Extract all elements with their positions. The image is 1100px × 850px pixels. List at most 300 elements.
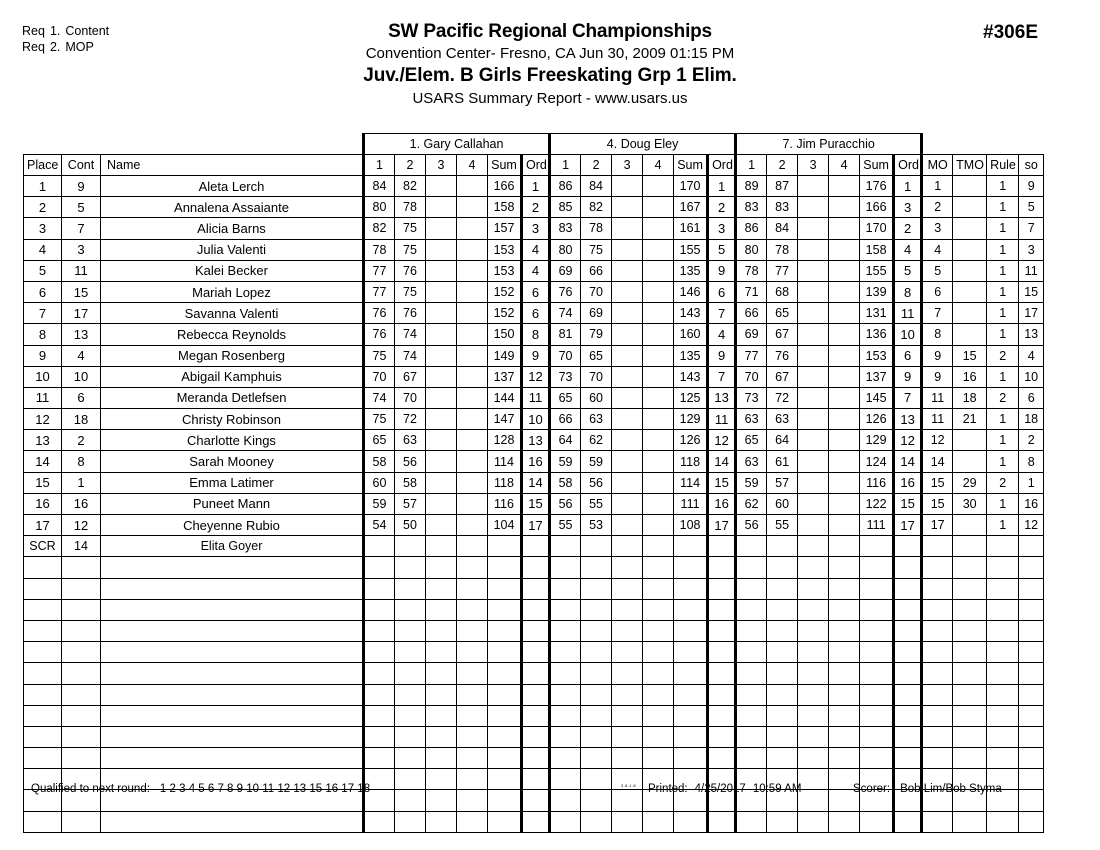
cell-judge2-ord: 7 <box>708 303 736 324</box>
cell-judge3-score1 <box>736 684 767 705</box>
cell-judge2-score2 <box>581 726 612 747</box>
cell-judge2-sum <box>674 663 708 684</box>
table-row <box>24 176 1044 197</box>
cell-so: 17 <box>1019 303 1044 324</box>
cell-judge1-sum: 158 <box>488 197 522 218</box>
cell-name: Annalena Assaiante <box>101 197 364 218</box>
cell-judge3-score3 <box>798 303 829 324</box>
cell-judge3-score4 <box>829 663 860 684</box>
cell-judge2-score1: 55 <box>550 515 581 536</box>
score-table <box>23 133 1044 833</box>
cell-judge2-score2: 78 <box>581 218 612 239</box>
cell-judge3-score1: 63 <box>736 451 767 472</box>
cell-judge1-score1 <box>364 748 395 769</box>
cell-judge1-score2: 67 <box>395 366 426 387</box>
cell-so <box>1019 642 1044 663</box>
cell-judge2-sum: 143 <box>674 303 708 324</box>
cell-judge1-ord: 13 <box>522 430 550 451</box>
cell-judge1-ord: 4 <box>522 239 550 260</box>
cell-place: 8 <box>24 324 62 345</box>
cell-place: 11 <box>24 387 62 408</box>
cell-judge1-score1: 60 <box>364 472 395 493</box>
cell-judge2-score4 <box>643 705 674 726</box>
cell-judge2-score1: 58 <box>550 472 581 493</box>
cell-tmo <box>953 303 987 324</box>
cell-judge1-score2: 50 <box>395 515 426 536</box>
cell-mo <box>922 726 953 747</box>
column-header-j2-ord: Ord <box>708 155 736 176</box>
cell-judge2-score3 <box>612 260 643 281</box>
cell-cont: 15 <box>62 281 101 302</box>
cell-judge1-ord: 14 <box>522 472 550 493</box>
cell-judge3-sum: 111 <box>860 515 894 536</box>
cell-judge2-score2: 56 <box>581 472 612 493</box>
cell-rule <box>987 663 1019 684</box>
cell-judge3-sum <box>860 599 894 620</box>
column-header-mo: MO <box>922 155 953 176</box>
cell-judge3-ord: 10 <box>894 324 922 345</box>
cell-judge3-score3 <box>798 324 829 345</box>
cell-judge2-score3 <box>612 578 643 599</box>
cell-judge1-score4 <box>457 409 488 430</box>
cell-judge1-score2 <box>395 811 426 832</box>
cell-judge3-score3 <box>798 811 829 832</box>
cell-rule <box>987 684 1019 705</box>
cell-judge1-sum: 147 <box>488 409 522 430</box>
cell-judge3-sum: 122 <box>860 493 894 514</box>
cell-rule: 1 <box>987 451 1019 472</box>
cell-tmo <box>953 599 987 620</box>
cell-mo: 11 <box>922 409 953 430</box>
cell-rule: 1 <box>987 218 1019 239</box>
cell-judge1-score1 <box>364 536 395 557</box>
cell-cont <box>62 642 101 663</box>
cell-judge3-score2: 78 <box>767 239 798 260</box>
cell-judge3-sum: 116 <box>860 472 894 493</box>
cell-judge1-score4 <box>457 281 488 302</box>
cell-judge2-score1 <box>550 620 581 641</box>
cell-judge3-score1 <box>736 748 767 769</box>
cell-judge3-score1 <box>736 557 767 578</box>
cell-judge3-score4 <box>829 366 860 387</box>
cell-place: 7 <box>24 303 62 324</box>
cell-so: 3 <box>1019 239 1044 260</box>
cell-tmo <box>953 663 987 684</box>
cell-judge1-ord: 11 <box>522 387 550 408</box>
cell-judge3-sum: 158 <box>860 239 894 260</box>
cell-judge1-score3 <box>426 515 457 536</box>
cell-judge2-ord: 4 <box>708 324 736 345</box>
cell-judge1-score1 <box>364 811 395 832</box>
cell-judge1-sum: 149 <box>488 345 522 366</box>
cell-judge1-score4 <box>457 430 488 451</box>
cell-judge2-score4 <box>643 557 674 578</box>
cell-tmo <box>953 515 987 536</box>
cell-cont <box>62 620 101 641</box>
cell-place: 5 <box>24 260 62 281</box>
cell-so: 7 <box>1019 218 1044 239</box>
cell-judge2-score3 <box>612 536 643 557</box>
cell-judge3-score1: 65 <box>736 430 767 451</box>
cell-judge3-score4 <box>829 557 860 578</box>
cell-judge3-sum <box>860 620 894 641</box>
cell-mo: 5 <box>922 260 953 281</box>
cell-place: 9 <box>24 345 62 366</box>
cell-judge3-score2 <box>767 578 798 599</box>
cell-judge2-score3 <box>612 599 643 620</box>
cell-judge3-ord: 16 <box>894 472 922 493</box>
cell-judge1-score3 <box>426 281 457 302</box>
cell-judge2-score2: 75 <box>581 239 612 260</box>
cell-judge2-score4 <box>643 366 674 387</box>
cell-judge3-score3 <box>798 536 829 557</box>
cell-judge1-score4 <box>457 197 488 218</box>
cell-judge3-score3 <box>798 557 829 578</box>
cell-cont: 5 <box>62 197 101 218</box>
cell-judge3-score3 <box>798 176 829 197</box>
cell-rule: 1 <box>987 197 1019 218</box>
cell-judge3-ord <box>894 620 922 641</box>
cell-judge2-sum: 118 <box>674 451 708 472</box>
cell-judge1-score4 <box>457 811 488 832</box>
cell-judge3-sum <box>860 748 894 769</box>
cell-cont: 9 <box>62 176 101 197</box>
column-header-j1-ord: Ord <box>522 155 550 176</box>
cell-rule: 1 <box>987 366 1019 387</box>
cell-judge3-score3 <box>798 472 829 493</box>
cell-judge1-score1 <box>364 599 395 620</box>
cell-judge3-score1: 69 <box>736 324 767 345</box>
cell-judge2-score1 <box>550 748 581 769</box>
cell-judge1-sum <box>488 811 522 832</box>
cell-judge1-score2 <box>395 705 426 726</box>
cell-place: 12 <box>24 409 62 430</box>
cell-judge1-sum <box>488 705 522 726</box>
cell-judge3-score3 <box>798 578 829 599</box>
cell-tmo <box>953 430 987 451</box>
cell-cont <box>62 557 101 578</box>
cell-judge2-sum: 155 <box>674 239 708 260</box>
cell-judge1-score2: 82 <box>395 176 426 197</box>
cell-name <box>101 748 364 769</box>
cell-judge1-score4 <box>457 493 488 514</box>
cell-judge2-sum: 160 <box>674 324 708 345</box>
cell-place <box>24 748 62 769</box>
cell-judge2-score3 <box>612 642 643 663</box>
cell-judge2-score3 <box>612 303 643 324</box>
cell-judge3-score4 <box>829 218 860 239</box>
cell-judge1-score3 <box>426 790 457 811</box>
judge-band-spacer-tmo <box>953 134 987 155</box>
requirement-prefix-1: Req <box>22 24 45 38</box>
cell-judge3-ord <box>894 811 922 832</box>
cell-so: 5 <box>1019 197 1044 218</box>
cell-judge1-score4 <box>457 557 488 578</box>
cell-judge1-sum <box>488 748 522 769</box>
cell-tmo <box>953 197 987 218</box>
cell-judge2-score1: 70 <box>550 345 581 366</box>
cell-judge3-score2: 76 <box>767 345 798 366</box>
cell-name: Charlotte Kings <box>101 430 364 451</box>
judge-band-spacer-rule <box>987 134 1019 155</box>
column-header-j2-3: 3 <box>612 155 643 176</box>
table-row <box>24 345 1044 366</box>
cell-name: Aleta Lerch <box>101 176 364 197</box>
cell-judge1-score2 <box>395 726 426 747</box>
cell-judge2-ord <box>708 684 736 705</box>
qualified-line <box>31 783 370 795</box>
cell-judge1-ord: 6 <box>522 303 550 324</box>
cell-judge2-score3 <box>612 345 643 366</box>
cell-judge1-score1: 65 <box>364 430 395 451</box>
column-header-rule: Rule <box>987 155 1019 176</box>
column-header-row <box>24 155 1044 176</box>
cell-judge1-score2 <box>395 620 426 641</box>
cell-judge1-ord: 9 <box>522 345 550 366</box>
cell-rule: 1 <box>987 324 1019 345</box>
cell-judge1-ord: 16 <box>522 451 550 472</box>
cell-judge2-score2 <box>581 642 612 663</box>
cell-judge3-score4 <box>829 387 860 408</box>
cell-judge2-score1 <box>550 726 581 747</box>
cell-judge3-score4 <box>829 409 860 430</box>
cell-judge1-sum: 152 <box>488 303 522 324</box>
cell-judge1-ord <box>522 726 550 747</box>
printed-line <box>648 783 801 795</box>
cell-judge2-score3 <box>612 324 643 345</box>
cell-judge2-score3 <box>612 684 643 705</box>
cell-judge1-sum: 137 <box>488 366 522 387</box>
cell-place: 17 <box>24 515 62 536</box>
cell-judge1-score4 <box>457 472 488 493</box>
cell-judge2-ord: 15 <box>708 472 736 493</box>
cell-judge3-score2 <box>767 726 798 747</box>
cell-judge2-sum: 161 <box>674 218 708 239</box>
cell-judge2-score3 <box>612 366 643 387</box>
cell-judge1-sum: 157 <box>488 218 522 239</box>
cell-judge1-ord: 3 <box>522 218 550 239</box>
cell-judge3-score4 <box>829 430 860 451</box>
cell-judge3-sum: 145 <box>860 387 894 408</box>
cell-judge1-score1: 70 <box>364 366 395 387</box>
cell-judge2-score4 <box>643 430 674 451</box>
cell-mo <box>922 642 953 663</box>
cell-judge3-score3 <box>798 599 829 620</box>
column-header-j1-1: 1 <box>364 155 395 176</box>
cell-judge1-sum <box>488 726 522 747</box>
cell-judge3-ord: 9 <box>894 366 922 387</box>
cell-judge1-ord <box>522 620 550 641</box>
cell-judge1-score4 <box>457 705 488 726</box>
cell-judge2-score4 <box>643 387 674 408</box>
cell-judge3-score2 <box>767 705 798 726</box>
table-row <box>24 281 1044 302</box>
cell-name <box>101 684 364 705</box>
cell-judge1-score3 <box>426 387 457 408</box>
cell-judge1-ord <box>522 557 550 578</box>
cell-judge2-score4 <box>643 197 674 218</box>
cell-judge1-score4 <box>457 345 488 366</box>
cell-judge1-score1: 84 <box>364 176 395 197</box>
scorer-label: Scorer: <box>853 783 891 795</box>
cell-tmo <box>953 218 987 239</box>
cell-judge2-score3 <box>612 663 643 684</box>
cell-judge3-score4 <box>829 620 860 641</box>
cell-so <box>1019 748 1044 769</box>
cell-judge2-score4 <box>643 536 674 557</box>
cell-name <box>101 642 364 663</box>
cell-judge3-ord <box>894 726 922 747</box>
cell-tmo <box>953 748 987 769</box>
cell-judge3-score3 <box>798 387 829 408</box>
cell-judge3-ord <box>894 642 922 663</box>
cell-judge3-score4 <box>829 642 860 663</box>
cell-judge1-ord: 2 <box>522 197 550 218</box>
printed-label: Printed: <box>648 783 688 795</box>
cell-judge1-ord <box>522 642 550 663</box>
cell-judge3-score4 <box>829 451 860 472</box>
table-row-empty <box>24 620 1044 641</box>
cell-so <box>1019 536 1044 557</box>
cell-judge1-score2 <box>395 790 426 811</box>
cell-judge3-sum: 166 <box>860 197 894 218</box>
cell-mo: 11 <box>922 387 953 408</box>
table-row <box>24 536 1044 557</box>
cell-judge3-sum <box>860 557 894 578</box>
printed-time: 10:59 AM <box>752 783 802 795</box>
cell-judge2-score2: 70 <box>581 366 612 387</box>
cell-name: Sarah Mooney <box>101 451 364 472</box>
cell-judge2-score4 <box>643 620 674 641</box>
cell-cont: 8 <box>62 451 101 472</box>
cell-cont: 3 <box>62 239 101 260</box>
cell-judge1-ord <box>522 811 550 832</box>
cell-mo <box>922 684 953 705</box>
cell-judge1-score1: 80 <box>364 197 395 218</box>
cell-place <box>24 663 62 684</box>
scorer-name: Bob Lim/Bob Styma <box>900 783 1002 795</box>
cell-tmo: 21 <box>953 409 987 430</box>
cell-judge1-score3 <box>426 260 457 281</box>
cell-so <box>1019 620 1044 641</box>
cell-judge3-ord: 2 <box>894 218 922 239</box>
cell-judge2-sum <box>674 684 708 705</box>
cell-judge3-sum: 131 <box>860 303 894 324</box>
cell-judge1-score4 <box>457 176 488 197</box>
cell-mo <box>922 599 953 620</box>
cell-judge3-score1: 77 <box>736 345 767 366</box>
table-row-empty <box>24 599 1044 620</box>
cell-judge1-ord: 6 <box>522 281 550 302</box>
cell-name: Alicia Barns <box>101 218 364 239</box>
cell-cont <box>62 599 101 620</box>
cell-judge1-score2 <box>395 557 426 578</box>
cell-judge3-score3 <box>798 493 829 514</box>
cell-judge1-sum: 118 <box>488 472 522 493</box>
column-header-j3-1: 1 <box>736 155 767 176</box>
cell-judge1-score2: 75 <box>395 281 426 302</box>
cell-judge3-ord: 6 <box>894 345 922 366</box>
cell-so <box>1019 790 1044 811</box>
cell-judge3-score4 <box>829 684 860 705</box>
cell-judge3-sum <box>860 726 894 747</box>
cell-judge3-ord: 8 <box>894 281 922 302</box>
cell-judge3-ord: 1 <box>894 176 922 197</box>
table-row <box>24 366 1044 387</box>
cell-rule: 1 <box>987 176 1019 197</box>
cell-judge1-score2: 74 <box>395 324 426 345</box>
cell-judge1-sum: 153 <box>488 239 522 260</box>
cell-judge3-score3 <box>798 239 829 260</box>
cell-judge3-sum: 153 <box>860 345 894 366</box>
cell-place <box>24 599 62 620</box>
page-title-block <box>0 20 1100 110</box>
column-header-j2-1: 1 <box>550 155 581 176</box>
cell-judge1-ord: 1 <box>522 176 550 197</box>
cell-judge1-score1: 74 <box>364 387 395 408</box>
cell-judge1-score3 <box>426 451 457 472</box>
cell-judge3-score1: 59 <box>736 472 767 493</box>
cell-judge3-score4 <box>829 748 860 769</box>
cell-judge3-score2: 57 <box>767 472 798 493</box>
cell-tmo <box>953 642 987 663</box>
cell-cont: 12 <box>62 515 101 536</box>
cell-judge1-score2: 56 <box>395 451 426 472</box>
cell-judge1-ord <box>522 705 550 726</box>
cell-judge1-score2: 57 <box>395 493 426 514</box>
cell-name: Julia Valenti <box>101 239 364 260</box>
cell-judge3-score1: 73 <box>736 387 767 408</box>
table-row <box>24 218 1044 239</box>
cell-judge1-score3 <box>426 726 457 747</box>
column-header-place: Place <box>24 155 62 176</box>
cell-tmo <box>953 620 987 641</box>
cell-so: 1 <box>1019 472 1044 493</box>
cell-judge3-ord <box>894 663 922 684</box>
cell-judge3-score3 <box>798 705 829 726</box>
cell-judge1-score4 <box>457 451 488 472</box>
cell-judge1-ord <box>522 663 550 684</box>
cell-judge3-score4 <box>829 472 860 493</box>
cell-tmo <box>953 239 987 260</box>
cell-mo <box>922 536 953 557</box>
cell-judge1-score4 <box>457 726 488 747</box>
table-row <box>24 387 1044 408</box>
cell-judge2-score3 <box>612 790 643 811</box>
cell-judge3-score3 <box>798 197 829 218</box>
requirement-prefix-2: Req <box>22 40 45 54</box>
cell-judge3-score4 <box>829 345 860 366</box>
cell-judge1-score2 <box>395 642 426 663</box>
column-header-j3-ord: Ord <box>894 155 922 176</box>
cell-judge3-score4 <box>829 599 860 620</box>
cell-judge2-score1: 83 <box>550 218 581 239</box>
cell-judge1-score1 <box>364 726 395 747</box>
cell-judge3-score4 <box>829 515 860 536</box>
cell-rule <box>987 811 1019 832</box>
table-row-empty <box>24 748 1044 769</box>
cell-judge2-sum: 126 <box>674 430 708 451</box>
cell-judge2-sum <box>674 748 708 769</box>
cell-judge2-sum <box>674 536 708 557</box>
cell-tmo <box>953 536 987 557</box>
cell-judge3-sum <box>860 536 894 557</box>
cell-judge3-score2: 63 <box>767 409 798 430</box>
cell-judge2-score3 <box>612 176 643 197</box>
cell-judge1-score2 <box>395 748 426 769</box>
cell-judge2-score3 <box>612 430 643 451</box>
cell-judge1-score1: 75 <box>364 409 395 430</box>
